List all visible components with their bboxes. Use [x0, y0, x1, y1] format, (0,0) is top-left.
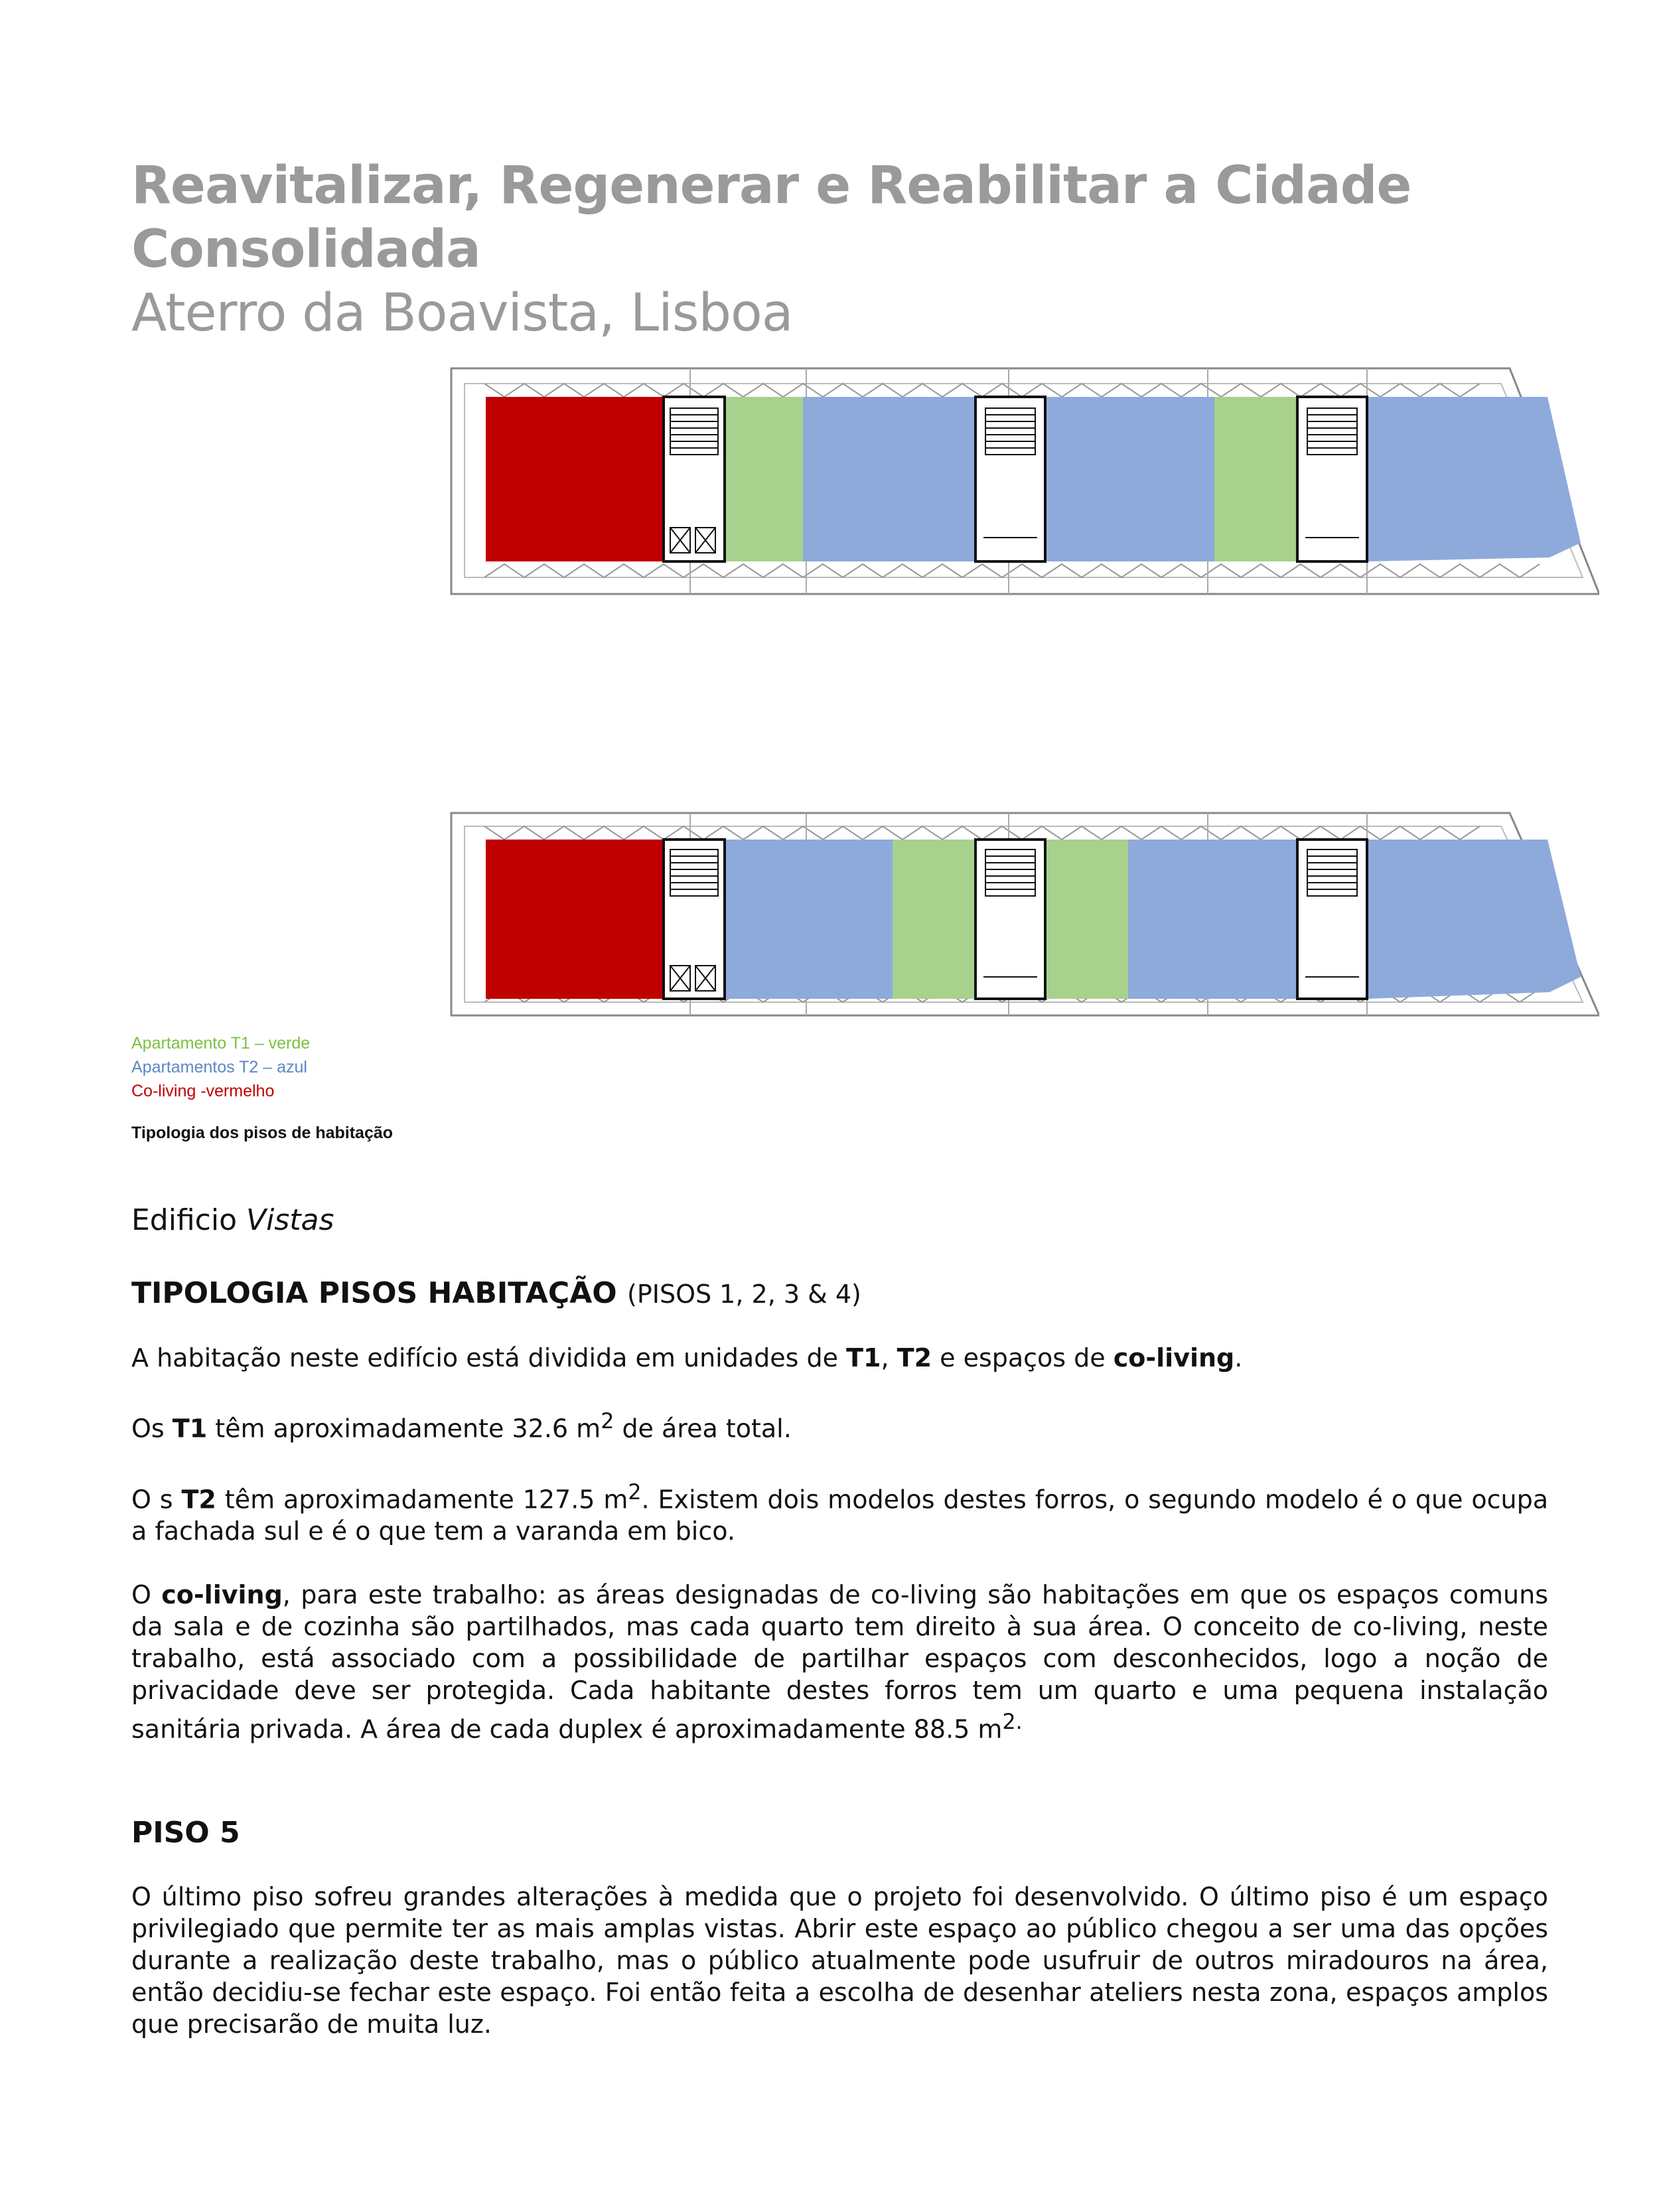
- superscript: 2: [628, 1480, 642, 1505]
- building-prefix: Edificio: [131, 1203, 246, 1237]
- floor-plan-1-drawing: [445, 358, 1599, 604]
- paragraph-piso5: O último piso sofreu grandes alterações à medida que o projeto foi desenvolvido. O último piso é um espaço privilegiado que permite ter as mais amplas vistas. Abrir este espaço ao público chegou a ser uma das opções durante a realização deste trabalho, mas o público atualmente pode usufruir de outros miradouros na área, então decidiu-se fechar este espaço. Foi então feita a escolha de desenhar ateliers nesta zona, espaços amplos que precisarão de muita luz.: [131, 1881, 1548, 2039]
- spacer: [131, 1777, 1548, 1817]
- text-run: têm aproximadamente 32.6 m: [207, 1414, 601, 1443]
- text-run: . Existem dois modelos destes forros, o segundo modelo é o que ocupa a fachada sul e é o que tem a varanda em bico.: [131, 1485, 1548, 1546]
- text-run: Os: [131, 1414, 173, 1443]
- paragraph-coliving: [131, 1579, 1548, 1745]
- bold-t1: T1: [172, 1414, 208, 1443]
- superscript: 2: [601, 1410, 614, 1434]
- superscript: 2.: [1002, 1710, 1023, 1735]
- floor-plan-2: [445, 803, 1599, 1022]
- page-title: Reavitalizar, Regenerar e Reabilitar a Cidade Consolidada: [131, 156, 1411, 279]
- t1-zone: [1045, 840, 1128, 999]
- plan-legend: [131, 1031, 310, 1103]
- text-run: têm aproximadamente 127.5 m: [216, 1485, 628, 1514]
- text-run: e espaços de: [932, 1343, 1114, 1372]
- page-header: [131, 154, 1659, 345]
- text-run: ,: [881, 1343, 897, 1372]
- text-run: , para este trabalho: as áreas designadas de co-living são habitações em que os espaços comuns da sala e de cozinha são partilhados, mas cada quarto tem direito à sua área. O conceito de co-living, neste trabalho, está associado com a possibilidade de partilhar espaços com desconhecidos, logo a noção de privacidade deve ser protegida. Cada habitante destes forros tem um quarto e uma pequena instalação sanitária privada. A área de cada duplex é aproximadamente 88.5 m: [131, 1580, 1548, 1744]
- t2-zone: [1045, 397, 1214, 561]
- bold-t2: T2: [897, 1343, 932, 1372]
- floor-plan-2-drawing: [445, 803, 1599, 1022]
- building-name: Vistas: [246, 1203, 334, 1237]
- section-heading-tipologia: [131, 1278, 1548, 1310]
- t2-zone-varanda: [1367, 840, 1581, 999]
- paragraph-t1-area: [131, 1406, 1548, 1445]
- section-heading-text: TIPOLOGIA PISOS HABITAÇÃO: [131, 1276, 617, 1310]
- section-heading-note: (PISOS 1, 2, 3 & 4): [627, 1280, 861, 1309]
- floor-plan-1: [445, 358, 1599, 604]
- coliving-zone: [486, 840, 664, 999]
- body-content: [131, 1205, 1548, 2072]
- t2-zone: [1128, 840, 1297, 999]
- t1-zone: [893, 840, 975, 999]
- text-run: O: [131, 1580, 162, 1610]
- t2-zone: [803, 397, 975, 561]
- bold-coliving: co-living: [1113, 1343, 1235, 1372]
- bold-t2: T2: [181, 1485, 216, 1514]
- page-subtitle: Aterro da Boavista, Lisboa: [131, 283, 793, 343]
- t1-zone: [725, 397, 803, 561]
- legend-t2: Apartamentos T2 – azul: [131, 1058, 307, 1076]
- t2-zone-varanda: [1367, 397, 1581, 561]
- text-run: de área total.: [614, 1414, 792, 1443]
- section-heading-piso5: PISO 5: [131, 1815, 240, 1850]
- text-run: O s: [131, 1485, 182, 1514]
- t2-zone: [725, 840, 893, 999]
- t1-zone: [1214, 397, 1297, 561]
- legend-coliving: Co-living -vermelho: [131, 1082, 275, 1100]
- legend-t1: Apartamento T1 – verde: [131, 1034, 311, 1053]
- text-run: A habitação neste edifício está dividida em unidades de: [131, 1343, 847, 1372]
- building-heading: [131, 1205, 1548, 1236]
- paragraph-t2-area: [131, 1477, 1548, 1548]
- coliving-zone: [486, 397, 664, 561]
- bold-t1: T1: [846, 1343, 881, 1372]
- bold-coliving: co-living: [161, 1580, 283, 1610]
- paragraph-units: [131, 1342, 1548, 1374]
- text-run: .: [1234, 1343, 1243, 1372]
- figure-caption: Tipologia dos pisos de habitação: [131, 1124, 394, 1142]
